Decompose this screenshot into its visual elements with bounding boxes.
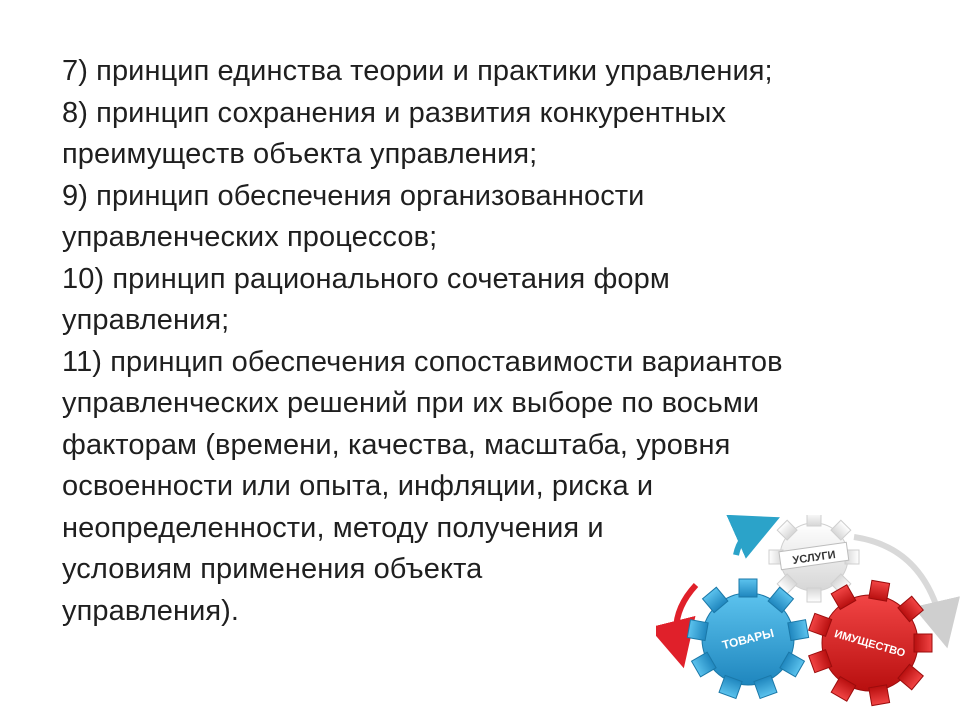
goods-gear — [687, 579, 808, 698]
text-line-principle-11-cont-4: неопределенности, методу получения и — [62, 511, 604, 544]
text-line-principle-11-cont-3: освоенности или опыта, инфляции, риска и — [62, 470, 654, 502]
text-line-principle-11-cont-1: управленческих решений при их выборе по восьми — [62, 387, 760, 419]
gears-illustration — [656, 515, 960, 720]
text-line-principle-11-cont-2: факторам (времени, качества, масштаба, уровня — [62, 428, 731, 461]
text-line-principle-10: 10) принцип рационального сочетания форм — [62, 262, 670, 295]
arrow-teal — [736, 527, 758, 555]
text-line-principle-11-cont-5: условиям применения объекта — [62, 553, 483, 585]
goods-label: ТОВАРЫ — [720, 625, 776, 653]
text-line-principle-8-cont: преимуществ объекта управления; — [62, 138, 538, 170]
text-line-principle-10-cont: управления; — [62, 304, 230, 336]
services-label: УСЛУГИ — [791, 549, 837, 567]
text-line-principle-7: 7) принцип единства теории и практики управления; — [62, 55, 773, 87]
property-gear — [809, 580, 932, 705]
text-line-principle-9: 9) принцип обеспечения организованности — [62, 179, 645, 212]
text-line-principle-11: 11) принцип обеспечения сопоставимости вариантов — [62, 345, 783, 378]
text-line-principle-9-cont: управленческих процессов; — [62, 221, 438, 253]
text-line-principle-11-cont-6: управления). — [62, 594, 240, 627]
text-line-principle-8: 8) принцип сохранения и развития конкурентных — [62, 96, 727, 129]
property-label: ИМУЩЕСТВО — [832, 628, 907, 660]
